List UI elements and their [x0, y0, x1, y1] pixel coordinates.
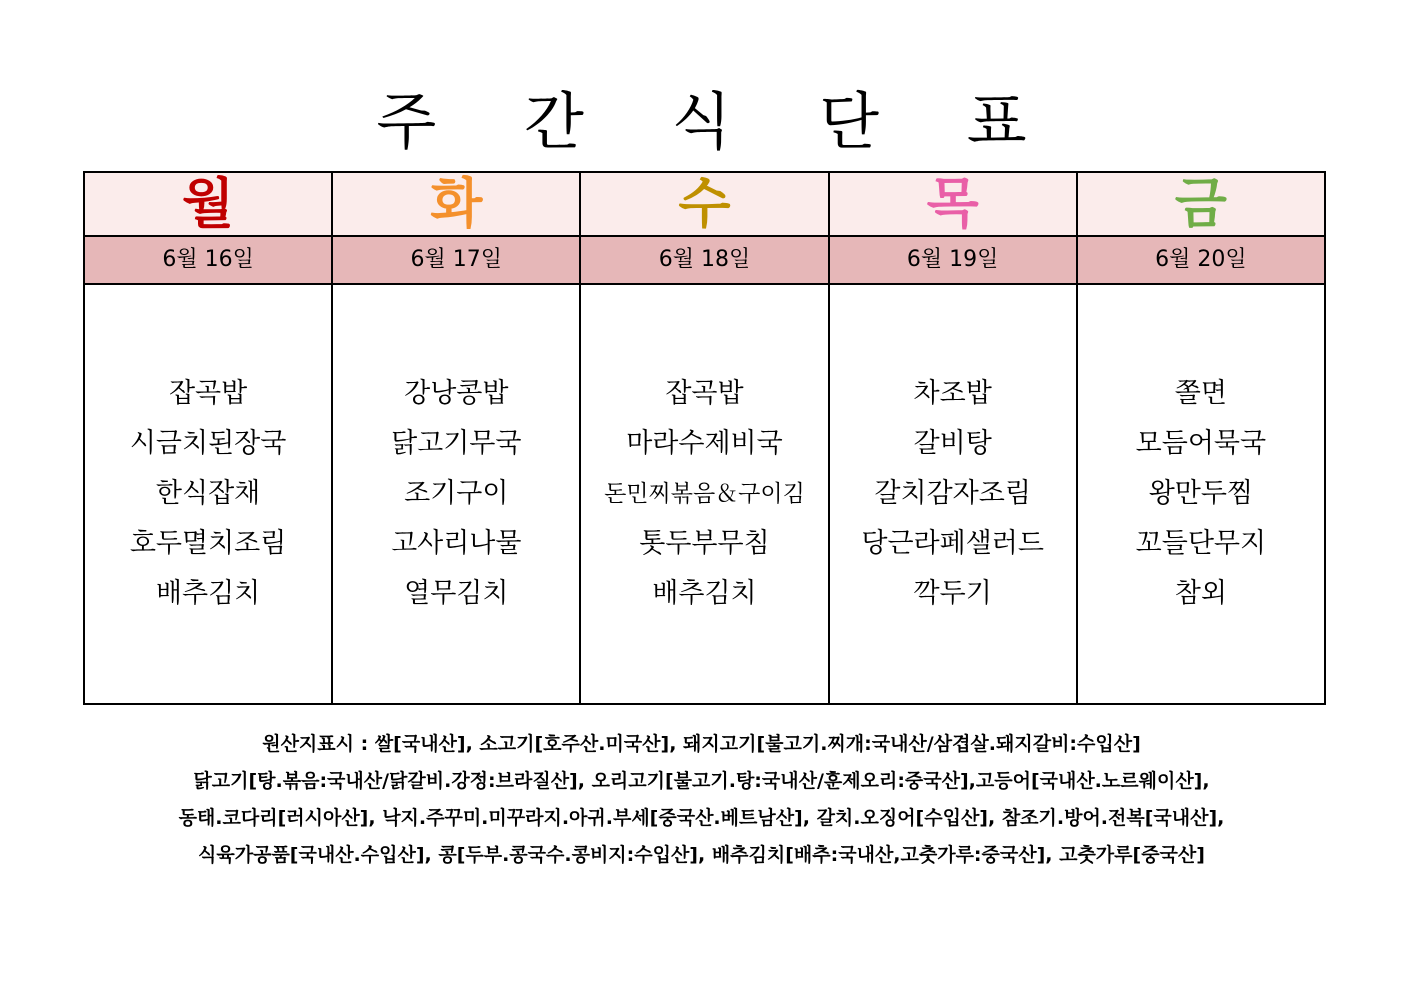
- menu-item: 열무김치: [404, 578, 509, 609]
- menu-item: 배추김치: [652, 578, 757, 609]
- menu-thursday: [829, 284, 1077, 704]
- menu-tuesday: [332, 284, 580, 704]
- weekday-monday: 월: [84, 172, 332, 236]
- date-monday: 6월 16일: [84, 236, 332, 284]
- menu-list: [581, 369, 827, 619]
- menu-item: 잡곡밥: [665, 378, 744, 409]
- menu-item: 마라수제비국: [626, 428, 783, 459]
- weekday-thursday: 목: [829, 172, 1077, 236]
- menu-item: 닭고기무국: [391, 428, 522, 459]
- menu-list: [830, 369, 1076, 619]
- origin-notice: [50, 726, 1353, 874]
- menu-item: 모듬어묵국: [1135, 428, 1267, 459]
- date-tuesday: 6월 17일: [332, 236, 580, 284]
- menu-item: 꼬들단무지: [1135, 528, 1267, 559]
- weekly-menu-table: [83, 171, 1326, 705]
- menu-item: 쫄면: [1174, 378, 1227, 409]
- menu-list: [333, 369, 579, 619]
- weekday-friday: 금: [1077, 172, 1325, 236]
- menu-item: 참외: [1174, 578, 1227, 609]
- menu-item: 한식잡채: [155, 478, 261, 509]
- page-title: 주 간 식 단 표: [376, 85, 1061, 158]
- weekday-header-row: [84, 172, 1325, 236]
- menu-list: [85, 369, 331, 619]
- menu-item: 톳두부무침: [639, 528, 770, 559]
- origin-line: 원산지표시 : 쌀[국내산], 소고기[호주산.미국산], 돼지고기[불고기.찌개:국내산/삼겹살.돼지갈비:수입산]: [262, 733, 1141, 755]
- origin-line: 식육가공품[국내산.수입산], 콩[두부.콩국수.콩비지:수입산], 배추김치[배추:국내산,고춧가루:중국산], 고춧가루[중국산]: [198, 844, 1205, 866]
- menu-monday: [84, 284, 332, 704]
- menu-list: [1078, 369, 1324, 619]
- menu-item: 깍두기: [913, 578, 992, 609]
- menu-item: 조기구이: [404, 478, 509, 509]
- date-row: [84, 236, 1325, 284]
- menu-item: 당근라페샐러드: [861, 528, 1044, 559]
- menu-items-row: [84, 284, 1325, 704]
- menu-item: 고사리나물: [391, 528, 522, 559]
- menu-item: 왕만두찜: [1148, 478, 1254, 509]
- menu-item: 돈민찌볶음＆구이김: [604, 481, 805, 507]
- menu-wednesday: [580, 284, 828, 704]
- origin-line: 닭고기[탕.볶음:국내산/닭갈비.강정:브라질산], 오리고기[불고기.탕:국내산/훈제오리:중국산],고등어[국내산.노르웨이산],: [193, 770, 1210, 792]
- menu-item: 차조밥: [913, 378, 992, 409]
- menu-item: 잡곡밥: [168, 378, 248, 409]
- weekday-wednesday: 수: [580, 172, 828, 236]
- date-wednesday: 6월 18일: [580, 236, 828, 284]
- menu-friday: [1077, 284, 1325, 704]
- menu-item: 강낭콩밥: [404, 378, 509, 409]
- origin-line: 동태.코다리[러시아산], 낙지.주꾸미.미꾸라지.아귀.부세[중국산.베트남산], 갈치.오징어[수입산], 참조기.방어.전복[국내산],: [178, 807, 1225, 829]
- weekday-tuesday: 화: [332, 172, 580, 236]
- date-thursday: 6월 19일: [829, 236, 1077, 284]
- menu-item: 갈비탕: [913, 428, 992, 459]
- menu-item: 배추김치: [155, 578, 261, 609]
- date-friday: 6월 20일: [1077, 236, 1325, 284]
- menu-item: 갈치감자조림: [874, 478, 1031, 509]
- menu-item: 시금치된장국: [129, 428, 287, 459]
- menu-item: 호두멸치조림: [129, 528, 287, 559]
